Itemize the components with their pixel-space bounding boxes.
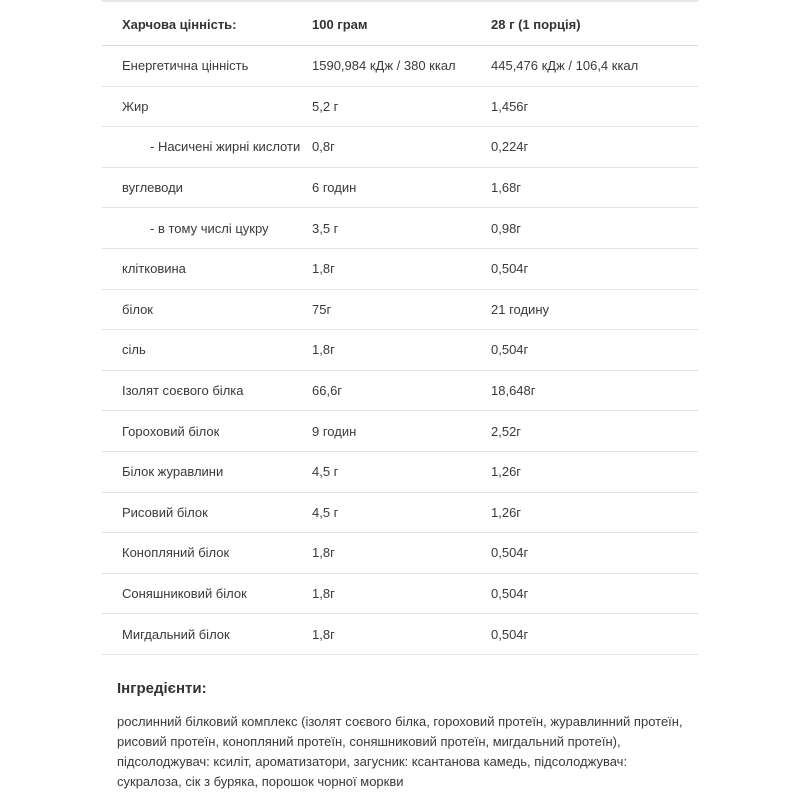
cell-per-portion: 0,504г [487, 330, 698, 371]
table-row [102, 46, 698, 87]
cell-nutrient-name: - в тому числі цукру [102, 208, 307, 249]
cell-nutrient-name: білок [102, 289, 307, 330]
cell-per-100g: 1,8г [307, 614, 487, 655]
cell-per-portion: 1,68г [487, 167, 698, 208]
cell-per-portion: 21 годину [487, 289, 698, 330]
table-row [102, 208, 698, 249]
table-row [102, 248, 698, 289]
table-row [102, 614, 698, 655]
cell-per-portion: 0,504г [487, 533, 698, 574]
cell-per-100g: 1,8г [307, 330, 487, 371]
cell-per-portion: 1,456г [487, 86, 698, 127]
header-per-100g: 100 грам [307, 3, 487, 46]
cell-per-portion: 0,98г [487, 208, 698, 249]
cell-per-100g: 4,5 г [307, 451, 487, 492]
header-nutrition-value: Харчова цінність: [102, 3, 307, 46]
cell-per-100g: 4,5 г [307, 492, 487, 533]
table-row [102, 330, 698, 371]
table-row [102, 492, 698, 533]
table-row [102, 289, 698, 330]
ingredients-title: Інгредієнти: [117, 680, 207, 697]
table-row [102, 533, 698, 574]
table-row [102, 167, 698, 208]
cell-per-100g: 5,2 г [307, 86, 487, 127]
cell-nutrient-name: Мигдальний білок [102, 614, 307, 655]
table-row [102, 411, 698, 452]
cell-nutrient-name: Ізолят соєвого білка [102, 370, 307, 411]
cell-per-portion: 0,504г [487, 248, 698, 289]
table-row [102, 127, 698, 168]
cell-nutrient-name: клітковина [102, 248, 307, 289]
cell-nutrient-name: Рисовий білок [102, 492, 307, 533]
cell-per-100g: 0,8г [307, 127, 487, 168]
cell-nutrient-name: Соняшниковий білок [102, 573, 307, 614]
cell-per-100g: 1,8г [307, 248, 487, 289]
cell-nutrient-name: Жир [102, 86, 307, 127]
table-row [102, 370, 698, 411]
table-row [102, 573, 698, 614]
table-header-row [102, 3, 698, 46]
cell-nutrient-name: Гороховий білок [102, 411, 307, 452]
cell-per-100g: 1590,984 кДж / 380 ккал [307, 46, 487, 87]
top-divider [102, 0, 698, 2]
cell-nutrient-name: - Насичені жирні кислоти [102, 127, 307, 168]
cell-per-100g: 1,8г [307, 573, 487, 614]
header-per-portion: 28 г (1 порція) [487, 3, 698, 46]
cell-per-100g: 9 годин [307, 411, 487, 452]
ingredients-text: рослинний білковий комплекс (ізолят соєвого білка, гороховий протеїн, журавлинний протеїн, рисовий протеїн, конопляний протеїн, соняшниковий протеїн, мигдальний протеїн), підсолоджувач: ксиліт, ароматизатори, загусник: ксантанова камедь, підсолоджувач: сукралоза, сік з буряка, порошок чорної моркви [117, 714, 683, 789]
cell-per-portion: 445,476 кДж / 106,4 ккал [487, 46, 698, 87]
cell-per-100g: 66,6г [307, 370, 487, 411]
cell-nutrient-name: Білок журавлини [102, 451, 307, 492]
cell-nutrient-name: Енергетична цінність [102, 46, 307, 87]
cell-per-portion: 2,52г [487, 411, 698, 452]
table-row [102, 86, 698, 127]
cell-per-portion: 0,504г [487, 573, 698, 614]
cell-per-100g: 6 годин [307, 167, 487, 208]
cell-nutrient-name: Конопляний білок [102, 533, 307, 574]
cell-per-100g: 3,5 г [307, 208, 487, 249]
nutrition-table [102, 3, 698, 655]
cell-nutrient-name: вуглеводи [102, 167, 307, 208]
cell-per-100g: 1,8г [307, 533, 487, 574]
cell-per-100g: 75г [307, 289, 487, 330]
cell-per-portion: 18,648г [487, 370, 698, 411]
table-body [102, 46, 698, 655]
cell-per-portion: 1,26г [487, 451, 698, 492]
cell-per-portion: 0,224г [487, 127, 698, 168]
cell-per-portion: 0,504г [487, 614, 698, 655]
cell-nutrient-name: сіль [102, 330, 307, 371]
table-row [102, 451, 698, 492]
cell-per-portion: 1,26г [487, 492, 698, 533]
